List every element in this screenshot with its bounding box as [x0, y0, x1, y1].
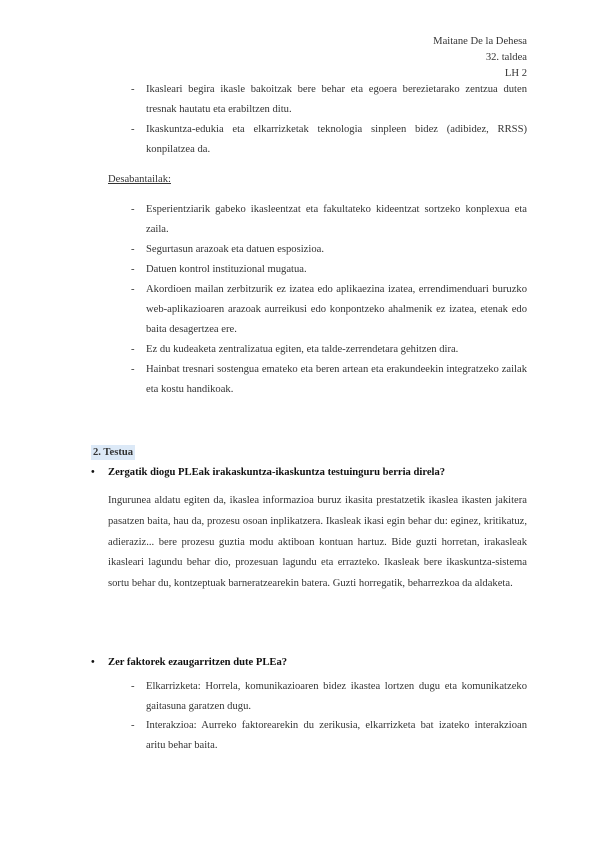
question-1: [91, 467, 445, 478]
answer-paragraph: Ingurunea aldatu egiten da, ikaslea informazioa buruz ikasita prestatzetik ikaslea ikasten jakitera pasatzen baita, hau da, prozesu osoan inplikatzera. Ikasleak ikasi egin behar du: eginez, kritikatuz, adieraziz... bere prozesu guztia modu aktiboan kontuan hartuz. Bide guzti horretan, irakasleak ikasleari lagundu behar dio, prozesuan lagundu eta errazteko. Ikasleak bere ikaskuntza-sistema sortu behar du, kontzeptuak barneratzearekin batera. Guzti horregatik, beharrezkoa da aldaketa.: [108, 495, 527, 590]
list-item-text: Interakzioa: Aurreko faktorearekin du zerikusia, elkarrizketa bat izateko interakzioan aritu behar baita.: [146, 720, 527, 751]
dash: -: [131, 681, 135, 692]
dash: -: [131, 244, 135, 255]
dash: -: [131, 344, 135, 355]
list-item: [131, 716, 527, 756]
dash: -: [131, 720, 135, 731]
dash: -: [131, 364, 135, 375]
list-item-text: Ez du kudeaketa zentralizatua egiten, eta talde-zerrendetara gehitzen dira.: [146, 344, 459, 355]
list-item-text: Segurtasun arazoak eta datuen esposizioa.: [146, 244, 324, 255]
list-item: [131, 360, 527, 400]
list-item-text: Elkarrizketa: Horrela, komunikazioaren bidez ikastea lortzen dugu eta komunikatzeko gaitasuna garatzen dugu.: [146, 681, 527, 712]
author-name: Maitane De la Dehesa: [433, 36, 527, 47]
list-item: [131, 80, 527, 120]
dash: -: [131, 284, 135, 295]
group-label: 32. taldea: [485, 52, 527, 63]
list-item: [131, 340, 527, 360]
bullet: •: [91, 657, 95, 668]
dash: -: [131, 204, 135, 215]
page-header: [433, 34, 527, 82]
course-label: LH 2: [504, 68, 527, 79]
disadvantages-heading: Desabantailak:: [108, 174, 171, 185]
list-item-text: Ikaskuntza-edukia eta elkarrizketak teknologia sinpleen bidez (adibidez, RRSS) konpilatzea da.: [146, 124, 527, 155]
list-item-text: Akordioen mailan zerbitzurik ez izatea edo aplikaezina izatea, errendimenduari buruzko web-aplikazioaren arazoak aurreikusi edo konpontzeko ahalmenik ez izatea, etenak edo baita desagertzea ere.: [146, 284, 527, 335]
question-text: Zer faktorek ezaugarritzen dute PLEa?: [108, 657, 288, 668]
list-item-text: Esperientziarik gabeko ikasleentzat eta fakultateko kideentzat sortzeko konplexua eta zaila.: [146, 204, 527, 235]
bullet: •: [91, 467, 95, 478]
list-item-text: Ikasleari begira ikasle bakoitzak bere behar eta egoera berezietarako zentzua duten tresnak hautatu eta erabiltzen ditu.: [146, 84, 527, 115]
dash: -: [131, 84, 135, 95]
list-item: [131, 240, 527, 260]
list-item: [131, 200, 527, 240]
question-2: [91, 657, 287, 668]
dash: -: [131, 264, 135, 275]
list-item: [131, 280, 527, 340]
list-item-text: Hainbat tresnari sostengua emateko eta beren artean eta erakundeekin integratzeko zailak eta kostu handikoak.: [146, 364, 527, 395]
list-item: [131, 677, 527, 717]
section-heading: 2. Testua: [93, 447, 134, 458]
dash: -: [131, 124, 135, 135]
question-text: Zergatik diogu PLEak irakaskuntza-ikaskuntza testuinguru berria direla?: [108, 467, 446, 478]
list-item: [131, 120, 527, 160]
list-item: [131, 260, 527, 280]
list-item-text: Datuen kontrol instituzional mugatua.: [146, 264, 307, 275]
